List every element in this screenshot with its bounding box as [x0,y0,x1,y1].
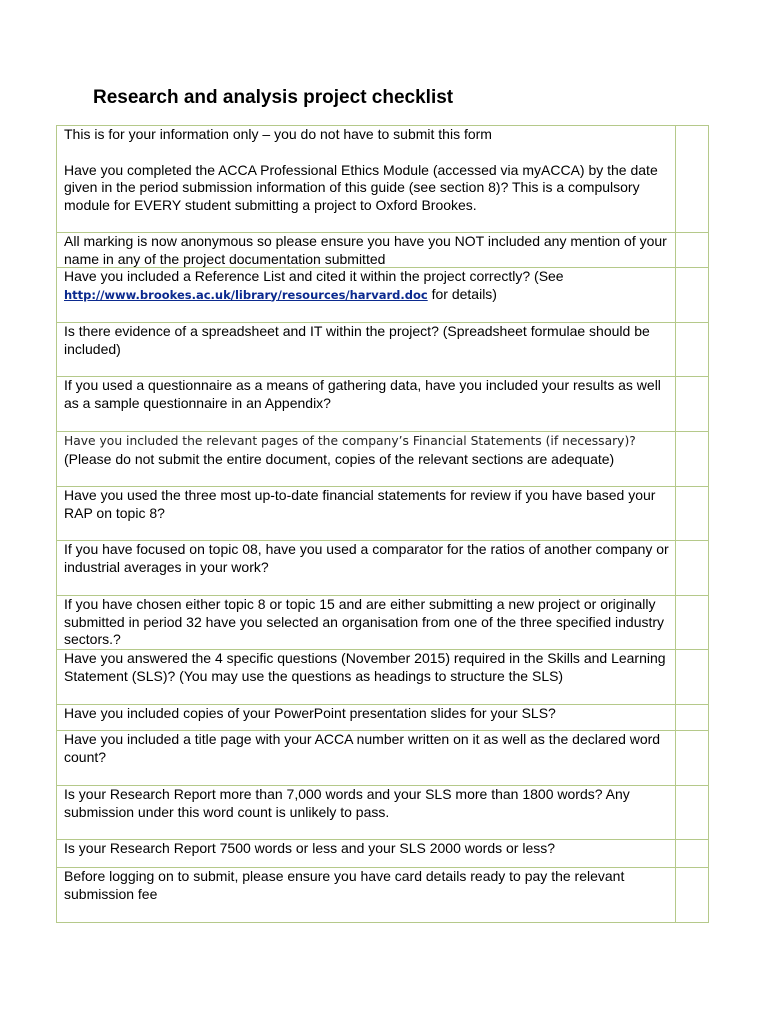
checklist-question [56,377,676,431]
checklist-row [56,377,709,432]
checklist-row [56,125,709,233]
checklist-row [56,432,709,487]
checklist-checkbox[interactable] [676,840,709,867]
page-title: Research and analysis project checklist [93,87,454,108]
checklist-row [56,541,709,596]
checklist-checkbox[interactable] [676,126,709,232]
question-text: Is there evidence of a spreadsheet and IT within the project? (Spreadsheet formulae should be included) [64,323,650,357]
checklist-question [56,868,676,922]
checklist-question [56,233,676,267]
checklist-row [56,868,709,923]
question-text: If you have chosen either topic 8 or topic 15 and are either submitting a new project or originally submitted in period 32 have you selected an organisation from one of the three specified industry sectors.? [64,596,665,647]
question-text: Before logging on to submit, please ensure you have card details ready to pay the relevant submission fee [64,868,625,902]
checklist-row [56,323,709,377]
checklist-checkbox[interactable] [676,377,709,431]
info-note: This is for your information only – you do not have to submit this form [64,126,492,142]
checklist-checkbox[interactable] [676,323,709,376]
checklist-row [56,650,709,705]
checklist-question [56,650,676,704]
question-text: Is your Research Report more than 7,000 words and your SLS more than 1800 words? Any submission under this word count is unlikely to pass. [64,786,630,820]
checklist-row [56,487,709,541]
checklist-question [56,268,676,322]
checklist-row [56,268,709,323]
question-text: Have you included copies of your PowerPoint presentation slides for your SLS? [64,705,556,721]
checklist-question [56,731,676,785]
question-text: Have you answered the 4 specific questions (November 2015) required in the Skills and Learning Statement (SLS)? (You may use the questions as headings to structure the SLS) [64,650,666,684]
question-text: Have you used the three most up-to-date financial statements for review if you have based your RAP on topic 8? [64,487,656,521]
checklist-row [56,840,709,868]
checklist-question [56,126,676,232]
checklist-question [56,596,676,649]
checklist-question [56,786,676,839]
checklist-question [56,705,676,730]
checklist-checkbox[interactable] [676,233,709,267]
checklist-checkbox[interactable] [676,868,709,922]
harvard-reference-link[interactable]: http://www.brookes.ac.uk/library/resources/harvard.doc [64,287,428,302]
question-text: Is your Research Report 7500 words or less and your SLS 2000 words or less? [64,840,556,856]
checklist-checkbox[interactable] [676,705,709,730]
question-text-suffix: for details) [431,285,497,302]
checklist-question [56,541,676,595]
checklist-checkbox[interactable] [676,487,709,540]
checklist-question [56,323,676,376]
checklist-row [56,596,709,650]
checklist-checkbox[interactable] [676,650,709,704]
checklist-row [56,786,709,840]
question-text: If you have focused on topic 08, have you used a comparator for the ratios of another company or industrial averages in your work? [64,541,669,575]
question-note: (Please do not submit the entire document, copies of the relevant sections are adequate) [64,450,615,467]
question-text: Have you completed the ACCA Professional Ethics Module (accessed via myACCA) by the date given in the period submission information of this guide (see section 8)? This is a compulsory module for EVERY student submitting a project to Oxford Brookes. [64,161,658,213]
question-text: Have you included a title page with your ACCA number written on it as well as the declared word count? [64,731,661,765]
checklist-row [56,731,709,786]
checklist-table [56,125,709,923]
question-text: If you used a questionnaire as a means of gathering data, have you included your results as well as a sample questionnaire in an Appendix? [64,377,661,411]
checklist-row [56,705,709,731]
checklist-checkbox[interactable] [676,432,709,486]
checklist-checkbox[interactable] [676,731,709,785]
checklist-checkbox[interactable] [676,786,709,839]
question-text: Have you included a Reference List and cited it within the project correctly? (See [64,268,564,284]
checklist-checkbox[interactable] [676,596,709,649]
checklist-checkbox[interactable] [676,541,709,595]
checklist-question [56,840,676,867]
checklist-checkbox[interactable] [676,268,709,322]
question-text: All marking is now anonymous so please ensure you have you NOT included any mention of your name in any of the project documentation submitted [64,233,667,267]
checklist-row [56,233,709,268]
question-text: Have you included the relevant pages of the company’s Financial Statements (if necessary)? [64,434,636,448]
checklist-question [56,432,676,486]
checklist-question [56,487,676,540]
